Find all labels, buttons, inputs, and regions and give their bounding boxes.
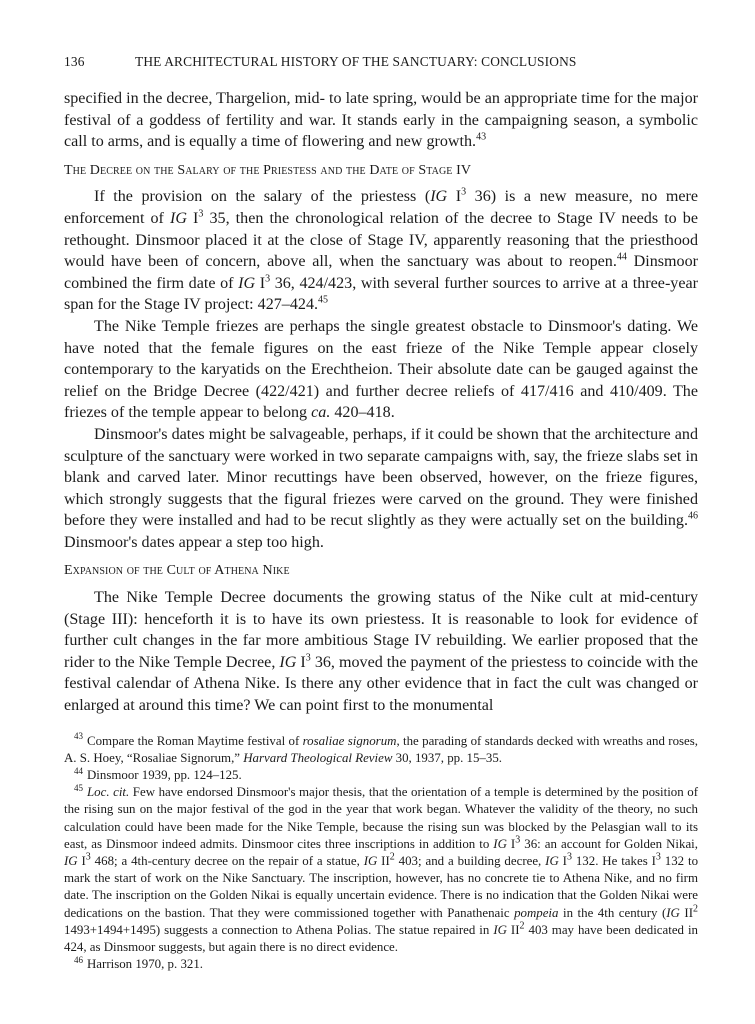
footnote-ref-44[interactable]: 44 xyxy=(616,251,627,263)
section-heading-expansion-cult: Expansion of the Cult of Athena Nike xyxy=(64,563,290,579)
footnote-43: $^{43}$ Compare the Roman Maytime festival of rosaliae signorum, the parading of standards decked with wreaths and roses, A. S. Hoey, “Rosaliae Signorum,” Harvard Theological Review 30, 1937, pp. 15–35. xyxy=(64,731,698,765)
footnotes xyxy=(64,733,698,974)
paragraph-continued: specified in the decree, Thargelion, mid- to late spring, would be an appropriate time for the major festival of a goddess of fertility and war. It stands early in the campaigning season, a symbolic call to arms, and is equally a time of flowering and new growth.$^{43}$ xyxy=(64,90,698,151)
footnote-ref-43[interactable]: 43 xyxy=(476,131,487,143)
paragraph-nike-friezes: The Nike Temple friezes are perhaps the single greatest obstacle to Dinsmoor's dating. We have noted that the female figures on the east frieze of the Nike Temple appear closely contemporary to the karyatids on the Erechtheion. Their absolute date can be gauged against the relief on the Bridge Decree (422/421) and further decree reliefs of 417/416 and 410/409. The friezes of the temple appear to belong ca. 420–418. xyxy=(64,317,698,422)
footnote-ref-45[interactable]: 45 xyxy=(318,294,329,306)
page-number: 136 xyxy=(64,54,85,69)
paragraph-nike-temple-decree: The Nike Temple Decree documents the growing status of the Nike cult at mid-century (Stage III): henceforth it is to have its own priestess. It is reasonable to look for evidence of further cult changes in the far more ambitious Stage IV rebuilding. We earlier proposed that the rider to the Nike Temple Decree, IG $I^3$ 36, moved the payment of the priestess to coincide with the festival calendar of Athena Nike. Is there any other evidence that in fact the cult was changed or enlarged at around this time? We can point first to the monumental xyxy=(64,589,698,715)
running-title: THE ARCHITECTURAL HISTORY OF THE SANCTUARY: CONCLUSIONS xyxy=(135,54,577,69)
paragraph-dinsmoor-dates: Dinsmoor's dates might be salvageable, perhaps, if it could be shown that the architecture and sculpture of the sanctuary were worked in two separate campaigns with, say, the frieze slabs set in blank and carved later. Minor recuttings have been observed, however, on the frieze figures, which strongly suggests that the figural friezes were carved on the ground. They were finished before they were installed and had to be recut slightly as they were actually set on the building.$^{46}$ Dinsmoor's dates appear a step too high. xyxy=(64,425,698,551)
paragraph-salary-provision: If the provision on the salary of the priestess (IG $I^3$ 36) is a new measure, no mere enforcement of IG $I^3$ 35, then the chronological relation of the decree to Stage IV needs to be rethought. Dinsmoor placed it at the close of Stage IV, apparently reasoning that the priesthood would have been of concern, above all, when the sanctuary was about to reopen.$^{44}$ Dinsmoor combined the firm date of IG $I^3$ 36, 424/423, with several further sources to arrive at a three-year span for the Stage IV project: 427–424.45 xyxy=(64,187,698,314)
footnote-46: $^{46}$ Harrison 1970, p. 321. xyxy=(74,954,204,972)
page xyxy=(64,52,698,973)
running-head xyxy=(64,52,698,72)
section-heading-salary-priestess: The Decree on the Salary of the Priestess and the Date of Stage IV xyxy=(64,162,472,178)
footnote-ref-46[interactable]: 46 xyxy=(688,510,698,522)
footnote-44: $^{44}$ Dinsmoor 1939, pp. 124–125. xyxy=(74,765,242,783)
footnote-45: $^{45}$ Loc. cit. Few have endorsed Dinsmoor's major thesis, that the orientation of a temple is determined by the position of the rising sun on the major festival of the god in the year that work began. Whatever the validity of the theory, no such calculation could have been made for the Nike Temple, because the rising sun was blocked by the Pelasgian wall to its east, as Dinsmoor indeed admits. Dinsmoor cites three inscriptions in addition to IG $I^3$ 36: an account for Golden Nikai, IG $I^3$ 468; a 4th-century decree on the repair of a statue, IG $II^2$ 403; and a building decree, IG $I^3$ 132. He takes $I^3$ 132 to mark the start of work on the Nike Sanctuary. The inscription, however, has no concrete tie to Athena Nike, and no firm date. The inscription on the Golden Nikai is equally uncertain evidence. There is no indication that the Golden Nikai were dedications on the bastion. That they were commissioned together with Panathenaic pompeia in the 4th century (IG $II^2$ 1493+1494+1495) suggests a connection to Athena Polias. The statue repaired in IG $II^2$ 403 may have been dedicated in 424, as Dinsmoor suggests, but again there is no direct evidence. xyxy=(64,782,699,955)
